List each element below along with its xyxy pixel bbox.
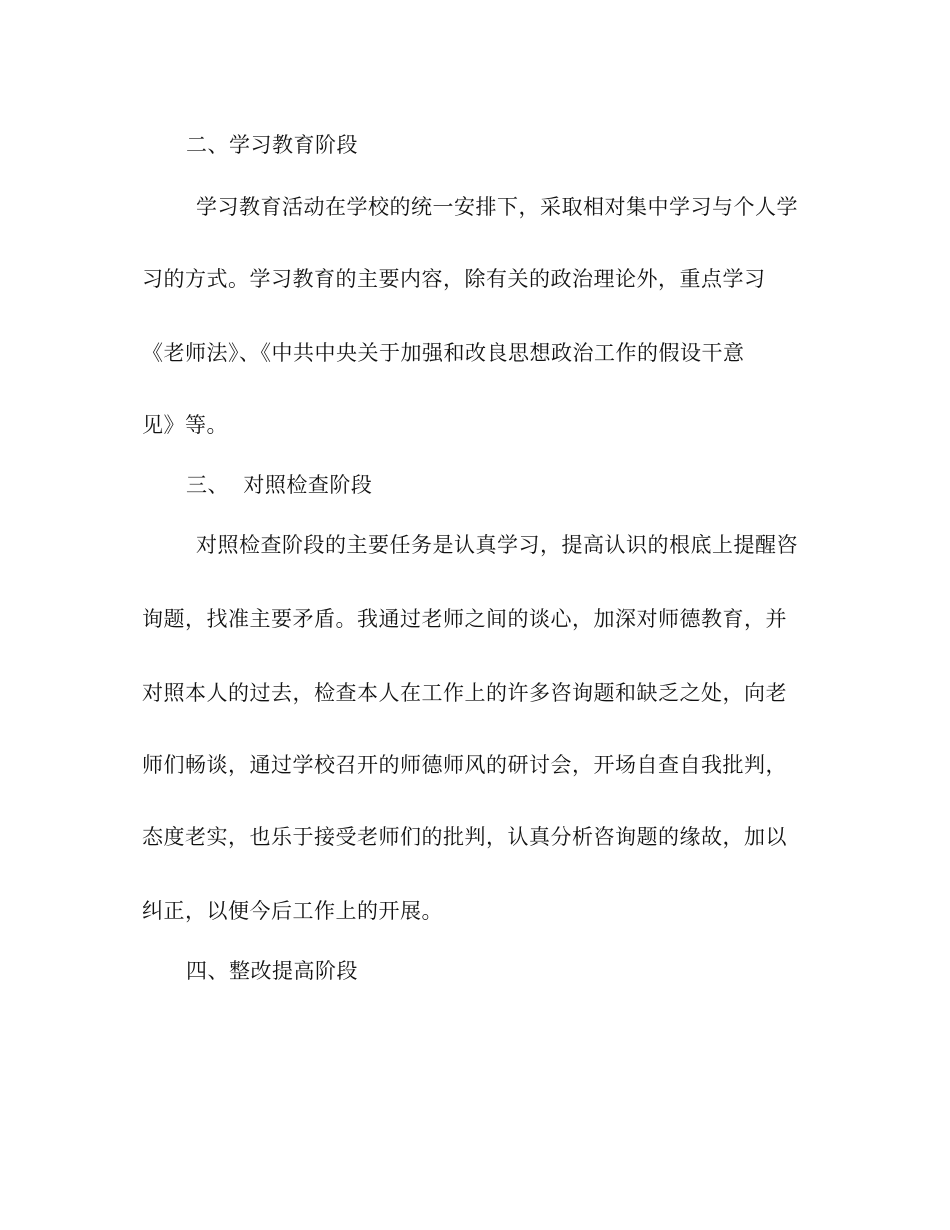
section-heading-rectify: 四、整改提高阶段 bbox=[186, 959, 358, 983]
section-heading-check: 三、 对照检查阶段 bbox=[186, 473, 373, 497]
paragraph-line: 学习教育活动在学校的统一安排下，采取相对集中学习与个人学 bbox=[196, 195, 798, 219]
paragraph-line: 态度老实，也乐于接受老师们的批判，认真分析咨询题的缘故，加以 bbox=[142, 825, 787, 849]
paragraph-line: 习的方式。学习教育的主要内容，除有关的政治理论外，重点学习 bbox=[142, 267, 766, 291]
paragraph-line: 纠正，以便今后工作上的开展。 bbox=[142, 899, 443, 923]
paragraph-line: 对照本人的过去，检查本人在工作上的许多咨询题和缺乏之处，向老 bbox=[142, 681, 787, 705]
section-heading-study: 二、学习教育阶段 bbox=[186, 133, 358, 157]
paragraph-line: 对照检查阶段的主要任务是认真学习，提高认识的根底上提醒咨 bbox=[196, 533, 798, 557]
paragraph-line: 师们畅谈，通过学校召开的师德师风的研讨会，开场自查自我批判， bbox=[142, 753, 787, 777]
paragraph-line: 询题，找准主要矛盾。我通过老师之间的谈心，加深对师德教育，并 bbox=[142, 607, 787, 631]
paragraph-line: 《老师法》、《中共中央关于加强和改良思想政治工作的假设干意 bbox=[142, 341, 745, 365]
paragraph-line: 见》等。 bbox=[142, 413, 228, 437]
